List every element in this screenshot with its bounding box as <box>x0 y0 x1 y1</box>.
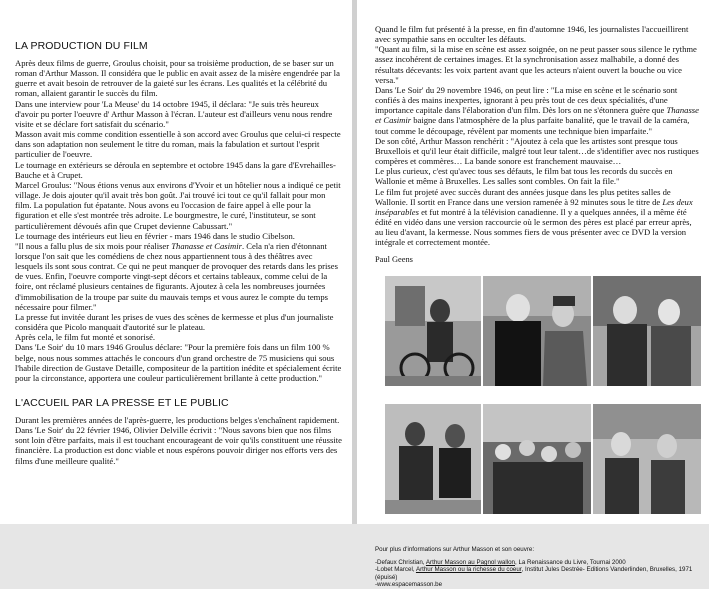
paragraph: Marcel Groulus: "Nous étions venus aux environs d'Yvoir et un hôtelier nous a indiqué ce petit village. Je dois ajouter qu'il avait très bon goût. J'ai trouvé ici tout ce qu'il fallait pour mon film. La population fut épatante. Nous avons eu l'occasion de faire appel à elle pour la figuration et elle s'est montrée très adroite. Le bourgmestre, le curé, l'instituteur, se sont particulièrement dévoués afin que Crupet devienne Cabussart." <box>15 179 341 231</box>
paragraph: Dans une interview pour 'La Meuse' du 14 octobre 1945, il déclara: "Je suis très heureux d'avoir pu porter l'oeuvre d' Arthur Masson à l'écran. L'auteur est d'ailleurs venu nous rendre visite et se déclare fort satisfait du scénario." <box>15 98 333 129</box>
french-title: Les deux inséparables <box>375 196 693 217</box>
paragraph <box>375 85 699 136</box>
paragraph <box>15 241 342 312</box>
paragraph: Durant les premières années de l'après-guerre, les productions belges s'enchaînent rapidement. <box>15 415 340 425</box>
paragraph: Dans 'Le Soir' du 10 mars 1946 Groulus déclare: "Pour la première fois dans un film 100 % belge, nous nous sommes attachés le concours d'un grand orchestre de 75 musiciens qui sous l'habile direction de Gustave Detaille, compositeur de la partition inédite et spécialement écrite pour la circonstance, apportera une couleur particulièrement brillante à cette production." <box>15 342 342 383</box>
section-heading-press: L'ACCUEIL PAR LA PRESSE ET LE PUBLIC <box>15 397 229 409</box>
left-page <box>0 0 352 524</box>
reference-item <box>375 566 699 581</box>
paragraph: Le plus curieux, c'est qu'avec tous ses défauts, le film bat tous les records du succès en Wallonie et même à Bruxelles. Les salles sont combles. On fait la file." <box>375 166 673 187</box>
right-page <box>357 0 709 589</box>
film-title: Thanasse et Casimir <box>375 105 699 126</box>
paragraph <box>375 187 699 248</box>
paragraph: Après deux films de guerre, Groulus choisit, pour sa troisième production, de se baser sur un roman d'Arthur Masson. Il considéra que le public en avait assez de la misère engendrée par la guerre et avait besoin de retrouver de la gaieté sur les écrans. Les qualités et la célébrité du roman, allaient garantir le succès du film. <box>15 58 340 99</box>
quote-text: baigne dans l'atmosphère de la plus parfaite banalité, que le travail de la caméra, tout comme le découpage, révèlent par moments une technique bien imparfaite." <box>375 115 690 136</box>
quote-text: "Il nous a fallu plus de six mois pour réaliser <box>15 240 172 251</box>
photo-couple <box>593 276 701 386</box>
quote-text: Dans 'Le Soir' du 29 novembre 1946, on peut lire : "La mise en scène et le scénario sont confiés à des mains inexpertes, ignorant à peu près tout de ces deux spécialités, d'une importance capitale dans l'élaboration d'un film. Dès lors on ne s'étonnera guère que <box>375 84 678 116</box>
reference-website: -www.espacemasson.be <box>375 581 443 589</box>
photo-village-men <box>593 404 701 514</box>
reference-book-title: Arthur Masson au Pagnol wallon <box>425 559 515 566</box>
further-information <box>375 546 699 589</box>
quote-text: . Cela n'a rien d'étonnant lorsque l'on sait que les comédiens de chez nous appartiennent tous à des théâtres avec lesquels ils sont sous contrat. Ce qui ne peut manquer de provoquer des retards dans les prises de vues. Enfin, l'oeuvre comporte vingt-sept décors et certains tableaux, comme celui de la foire, ont réclamé plusieurs centaines de figurants. Ajoutez à cela les nombreuses journées d'immobilisation de la troupe par suite du mauvais temps et vous aurez le compte du temps nécessaire pour filmer." <box>15 240 338 312</box>
reference-book-title: Arthur Masson ou la richesse du coeur <box>415 566 522 574</box>
photo-collage <box>375 274 699 542</box>
paragraph: Après cela, le film fut monté et sonorisé. <box>15 332 156 343</box>
paragraph: "Quant au film, si la mise en scène est assez soignée, on ne peut passer sous silence le rythme assez incohérent de certaines images. Et la synchronisation assez malhabile, a donné des résultats décevants: les voix partent avant que les acteurs n'aient ouvert la bouche ou vice versa." <box>375 44 697 85</box>
reference-item <box>375 559 699 566</box>
reference-author: -Lobet Marcel, <box>375 566 416 574</box>
paragraph: Le tournage en extérieurs se déroula en septembre et octobre 1945 dans la gare d'Evrehailles-Bauche et à Crupet. <box>15 159 336 180</box>
photo-crowd-scene <box>483 404 591 514</box>
author-signature: Paul Geens <box>375 255 413 265</box>
info-title: Pour plus d'informations sur Arthur Masson et son oeuvre: <box>375 545 535 553</box>
photo-bicycle <box>385 276 481 386</box>
photo-priest-and-woman <box>483 276 591 386</box>
body-text: Le film fut projeté avec succès durant des années jusque dans les plus petites salles de Wallonie. Il sortit en France dans une version ramenée à 92 minutes sous le titre de <box>375 186 671 207</box>
paragraph: Quand le film fut présenté à la presse, en fin d'automne 1946, les journalistes l'accueillirent avec sympathie sans en occulter les défauts. <box>375 24 689 45</box>
paragraph: La presse fut invitée durant les prises de vues des scènes de kermesse et plus d'un journaliste considéra que Picolo manquait d'autorité sur le plateau. <box>15 311 334 333</box>
body-text: et fut montré à la télévision canadienne. Il y a quelques années, il a même été édité en vidéo dans une version raccourcie où le sermon des pères est placé par erreur après, au lieu d'avant, la kermesse. Nous sommes fiers de vous présenter avec ce DVD la version intégrale et correctement montée. <box>375 206 692 248</box>
section-heading-production: LA PRODUCTION DU FILM <box>15 40 148 52</box>
reference-publisher: , Institut Jules Destrée- Editions Vanderlinden, Bruxelles, 1971 (épuisé) <box>375 566 693 581</box>
reference-publisher: , La Renaissance du Livre, Tournai 2000 <box>515 559 626 566</box>
paragraph: Le tournage des intérieurs eut lieu en février - mars 1946 dans le studio Cibelson. <box>15 230 295 241</box>
film-title: Thanasse et Casimir <box>171 240 242 251</box>
paragraph: Masson avait mis comme condition essentielle à son accord avec Groulus que celui-ci respecte dans son adaptation non seulement le titre du roman, mais la fabulation et surtout l'esprit particulier de l'oeuvre. <box>15 129 341 160</box>
reference-author: -Defaux Christian, <box>375 559 426 566</box>
paragraph: Dans 'Le Soir' du 22 février 1946, Olivier Delville écrivit : "Nous savons bien que nos films sont loin d'être parfaits, mais il est touchant encourageant de voir qu'ils constituent une réussite financière. La production est donc viable et nous espérons pouvoir diriger nos efforts vers des films d'une meilleure qualité." <box>15 425 342 466</box>
photo-men-talking <box>385 404 481 514</box>
paragraph: De son côté, Arthur Masson renchérit : "Ajoutez à cela que les artistes sont presque tous Bruxellois et qu'il leur était difficile, malgré tout leur talent…de s'identifier avec nos rustiques compères et commères… La bande sonore est franchement mauvaise… <box>375 135 699 167</box>
